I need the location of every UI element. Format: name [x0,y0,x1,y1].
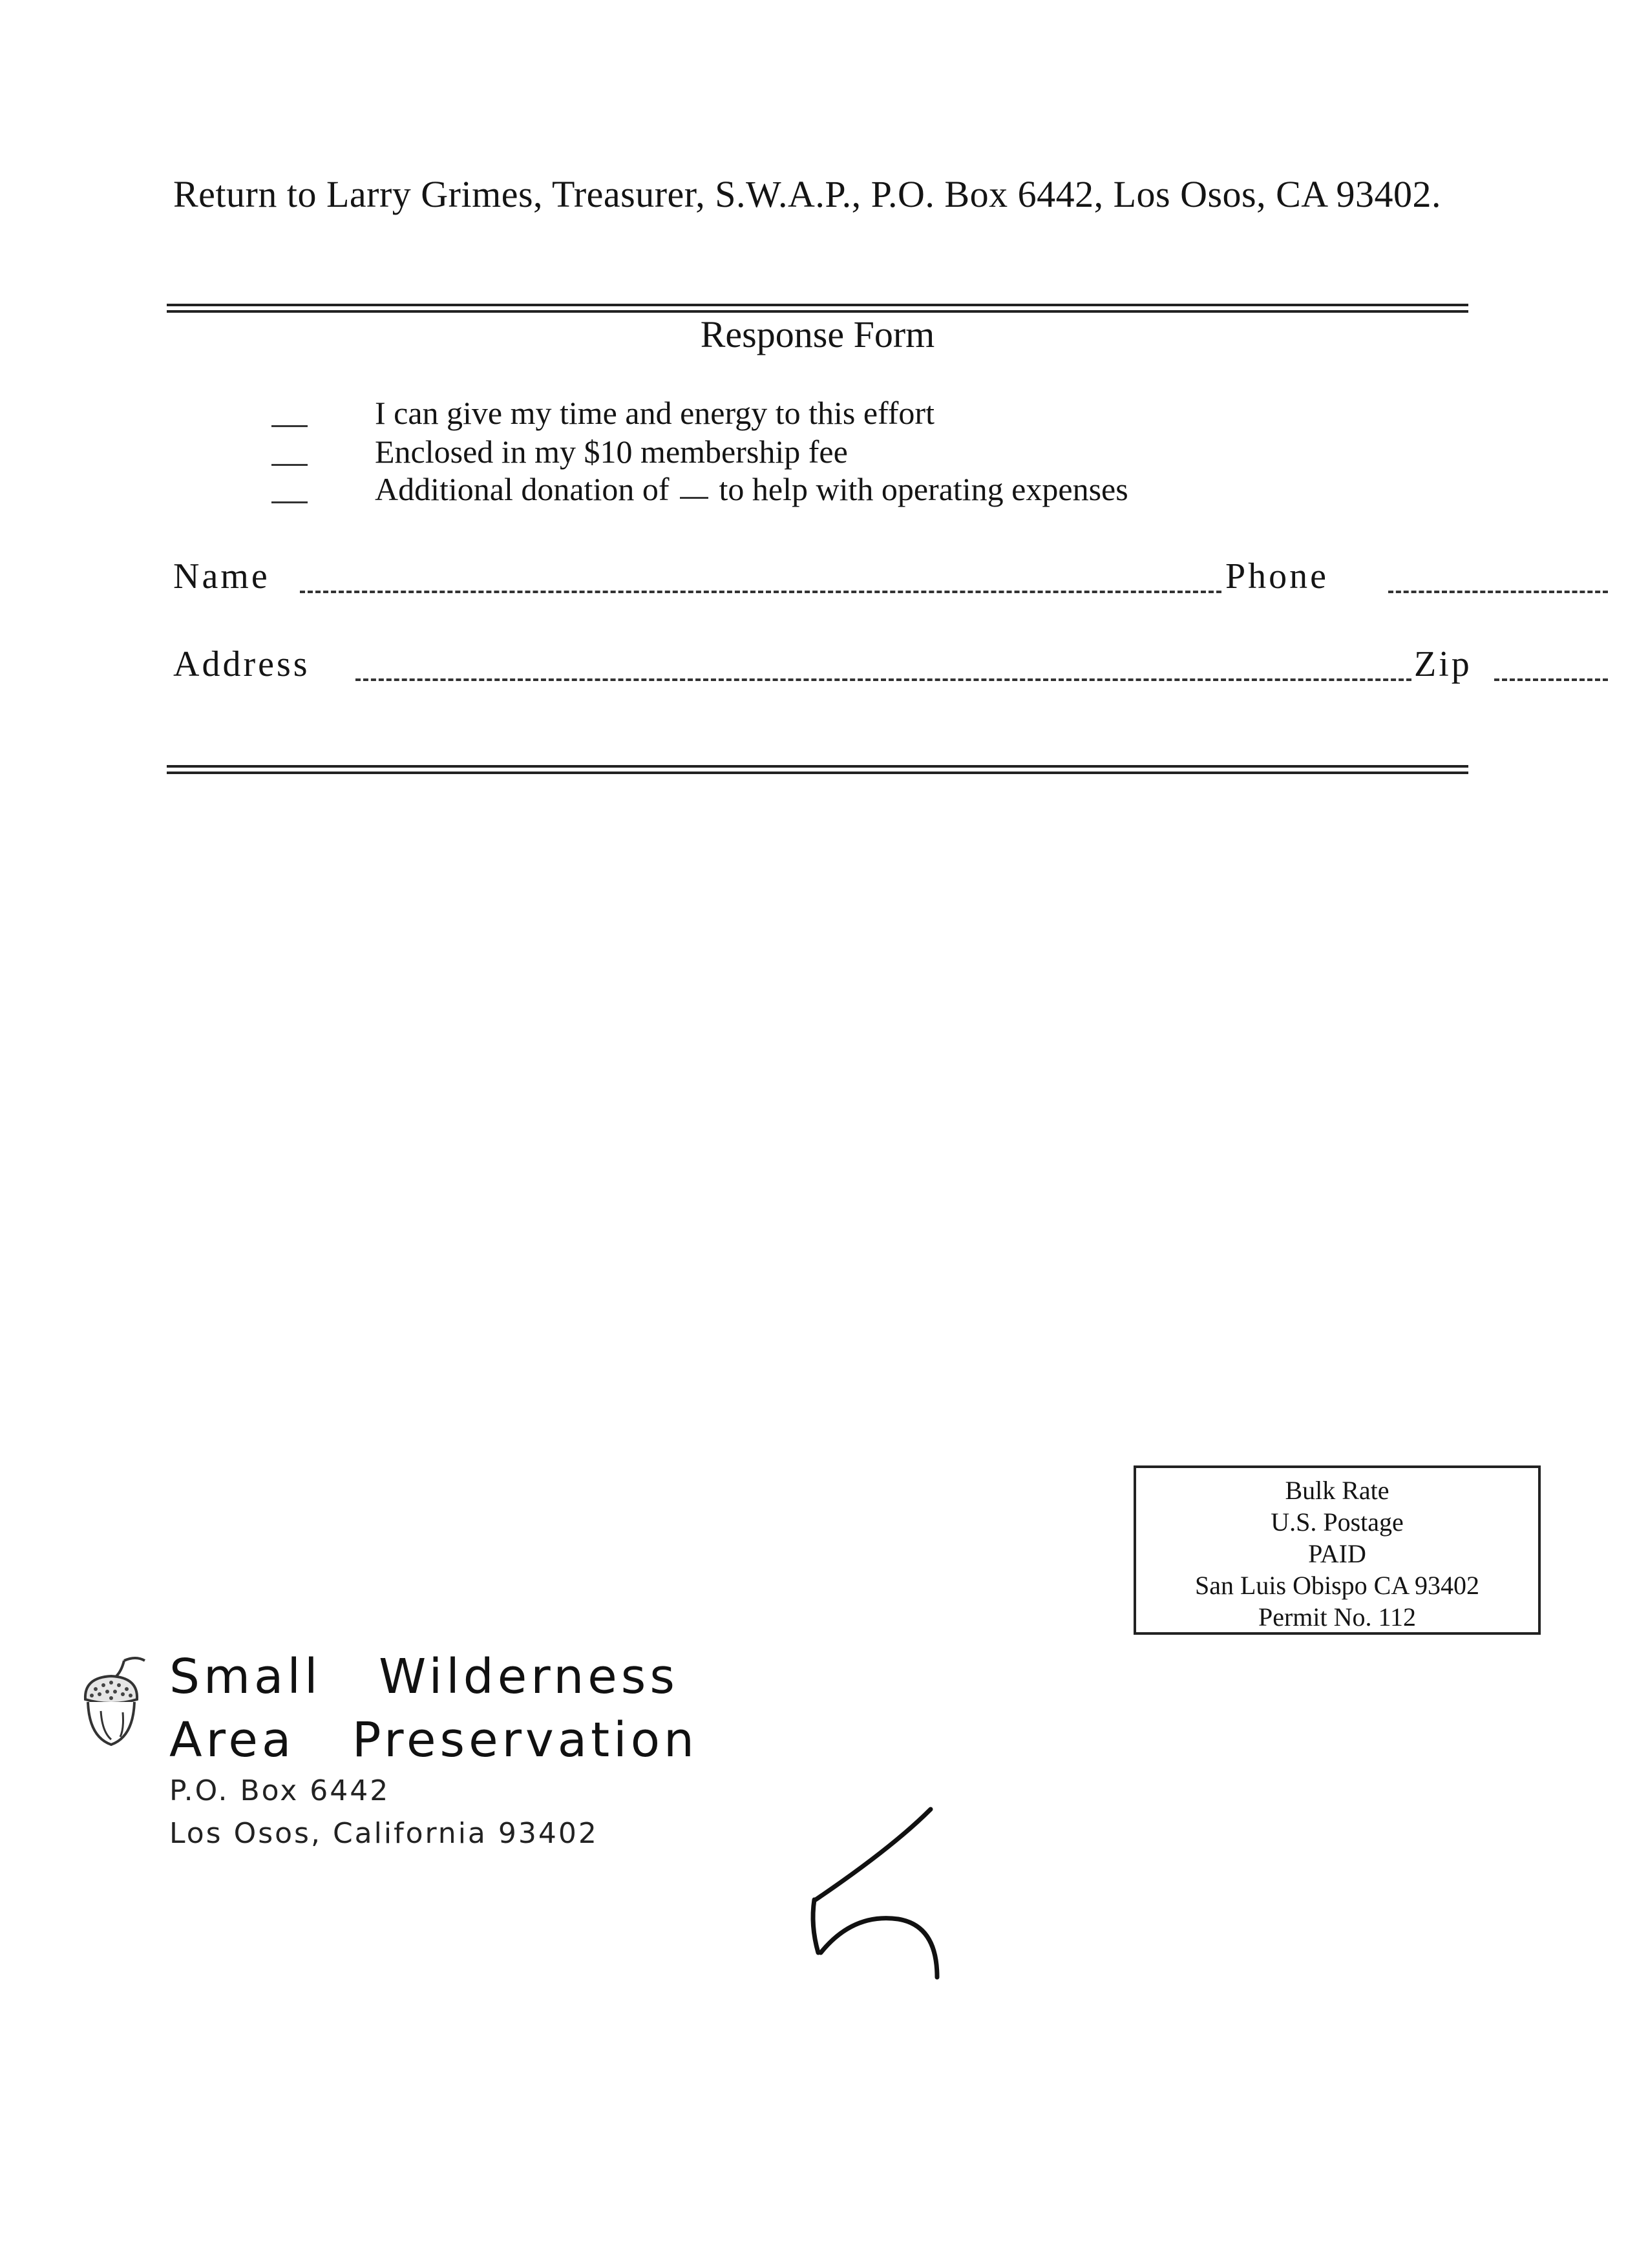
option-membership-fee[interactable] [271,432,1435,472]
name-field[interactable] [300,591,1221,593]
option-label: I can give my time and energy to this effort [375,395,935,431]
phone-label: Phone [1225,556,1329,596]
return-address-instruction: Return to Larry Grimes, Treasurer, S.W.A.P., P.O. Box 6442, Los Osos, CA 93402. [173,173,1441,215]
option-label [375,469,1128,509]
organization-name-line-2: Area Preservation [169,1712,698,1768]
donation-amount-blank[interactable] [680,497,708,499]
zip-label: Zip [1414,644,1472,684]
permit-line: U.S. Postage [1271,1507,1404,1537]
permit-line: Permit No. 112 [1258,1602,1417,1632]
name-phone-row [173,551,1453,602]
zip-field[interactable] [1494,678,1608,681]
acorn-icon [71,1654,149,1751]
checkbox-blank[interactable] [271,501,308,503]
checkbox-blank[interactable] [271,464,308,466]
organization-address-line-2: Los Osos, California 93402 [169,1817,598,1850]
name-label: Name [173,556,270,596]
address-field[interactable] [355,678,1411,681]
option-volunteer[interactable] [271,393,1435,433]
response-form-title: Response Form [700,313,935,355]
option-label: Enclosed in my $10 membership fee [375,434,848,470]
organization-address-line-1: P.O. Box 6442 [169,1774,390,1807]
checkbox-blank[interactable] [271,425,308,427]
postage-permit-box [1134,1465,1541,1635]
handwritten-page-number [795,1783,963,1997]
address-zip-row [173,638,1472,690]
permit-line: Bulk Rate [1285,1476,1389,1505]
organization-name-line-1: Small Wilderness [169,1649,679,1705]
donation-text-before: Additional donation of [375,471,670,507]
donation-text-after: to help with operating expenses [719,471,1128,507]
option-additional-donation[interactable] [271,469,1435,509]
permit-line: PAID [1308,1539,1366,1568]
phone-field[interactable] [1388,591,1608,593]
form-bottom-divider [167,765,1468,774]
permit-line: San Luis Obispo CA 93402 [1194,1571,1480,1600]
address-label: Address [173,644,310,684]
